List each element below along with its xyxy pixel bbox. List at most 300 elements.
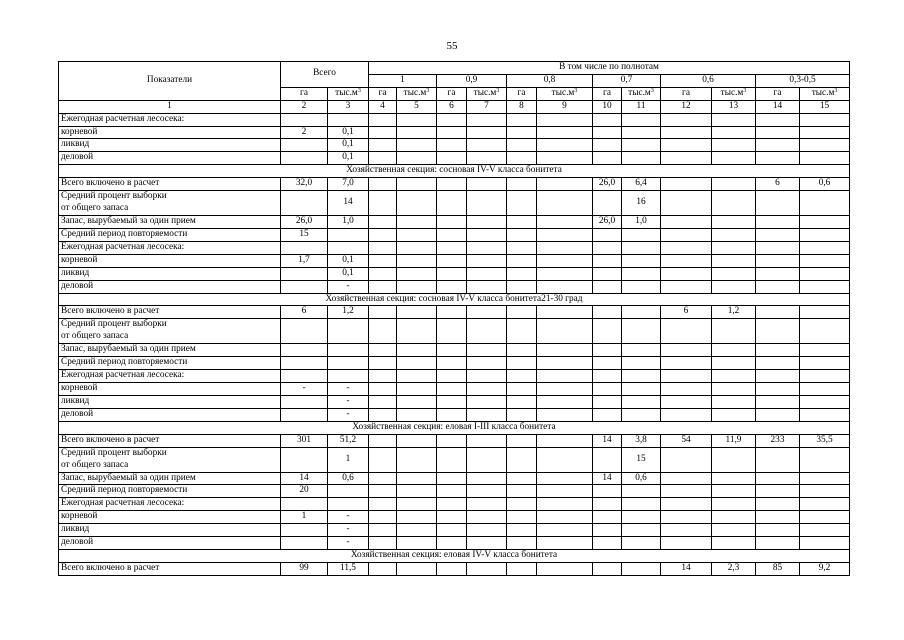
row-label: Запас, вырубаемый за один прием: [59, 472, 281, 485]
table-cell: 9,2: [800, 562, 850, 575]
table-cell: [467, 139, 507, 152]
table-cell: [467, 370, 507, 383]
header-unit-volume: $тыс.м^3$: [622, 87, 661, 100]
table-cell: [800, 254, 850, 267]
table-cell: [467, 472, 507, 485]
table-cell: [507, 216, 537, 229]
table-cell: [328, 228, 369, 241]
table-cell: [467, 434, 507, 447]
table-cell: [507, 383, 537, 396]
row-label: деловой: [59, 152, 281, 165]
header-unit-ha: га: [756, 87, 800, 100]
section-row: [59, 165, 850, 178]
row-label: ликвид: [59, 267, 281, 280]
table-cell: [437, 511, 467, 524]
table-cell: [537, 408, 593, 421]
table-cell: [437, 241, 467, 254]
forest-cutting-table: [58, 61, 850, 576]
table-row: [59, 447, 850, 472]
table-cell: [281, 370, 328, 383]
table-cell: [712, 472, 756, 485]
table-cell: [281, 524, 328, 537]
table-cell: [756, 216, 800, 229]
section-title: Хозяйственная секция: еловая I-III класса бонитета: [59, 421, 850, 434]
header-density: 0,6: [661, 74, 756, 87]
table-cell: [328, 241, 369, 254]
table-cell: [622, 370, 661, 383]
table-cell: [756, 357, 800, 370]
table-cell: [593, 306, 622, 319]
table-cell: [328, 113, 369, 126]
table-cell: [507, 306, 537, 319]
table-cell: [593, 344, 622, 357]
table-cell: -: [328, 537, 369, 550]
table-cell: [397, 395, 437, 408]
table-cell: [622, 139, 661, 152]
row-label-line: Средний процент выборки: [61, 447, 167, 458]
row-label: Ежегодная расчетная лесосека:: [59, 241, 281, 254]
row-label-line: от общего запаса: [61, 459, 129, 470]
table-cell: [397, 434, 437, 447]
table-cell: [437, 383, 467, 396]
table-cell: 233: [756, 434, 800, 447]
table-cell: [369, 152, 397, 165]
table-cell: [593, 241, 622, 254]
row-label: Ежегодная расчетная лесосека:: [59, 370, 281, 383]
table-cell: [800, 498, 850, 511]
table-row: [59, 126, 850, 139]
table-cell: [397, 537, 437, 550]
table-cell: [537, 178, 593, 191]
table-cell: [756, 511, 800, 524]
table-cell: [507, 280, 537, 293]
section-row: [59, 293, 850, 306]
table-cell: [712, 357, 756, 370]
table-cell: [437, 178, 467, 191]
table-cell: [661, 241, 712, 254]
table-cell: 20: [281, 485, 328, 498]
table-cell: [437, 485, 467, 498]
header-unit-sup: 3: [743, 87, 747, 94]
header-unit-volume: $тыс.м^3$: [397, 87, 437, 100]
table-row: [59, 395, 850, 408]
table-cell: [800, 383, 850, 396]
table-cell: 6,4: [622, 178, 661, 191]
column-number: 12: [661, 100, 712, 113]
table-cell: [756, 319, 800, 344]
section-row: [59, 550, 850, 563]
table-cell: [661, 357, 712, 370]
column-number: 15: [800, 100, 850, 113]
table-cell: 99: [281, 562, 328, 575]
table-cell: [467, 447, 507, 472]
table-cell: [369, 254, 397, 267]
table-cell: [593, 191, 622, 216]
table-cell: [593, 357, 622, 370]
table-cell: [712, 267, 756, 280]
section-title: Хозяйственная секция: сосновая IV-V класса бонитета21-30 град: [59, 293, 850, 306]
table-cell: [437, 191, 467, 216]
table-cell: [281, 280, 328, 293]
table-cell: [712, 228, 756, 241]
table-cell: [369, 191, 397, 216]
table-cell: [537, 152, 593, 165]
table-cell: [369, 344, 397, 357]
table-cell: [328, 344, 369, 357]
table-cell: 0,6: [622, 472, 661, 485]
column-number: 6: [437, 100, 467, 113]
row-label: Ежегодная расчетная лесосека:: [59, 498, 281, 511]
table-cell: [537, 113, 593, 126]
row-label: Всего включено в расчет: [59, 434, 281, 447]
table-cell: [507, 319, 537, 344]
table-cell: [467, 267, 507, 280]
table-cell: [369, 267, 397, 280]
table-cell: [712, 498, 756, 511]
table-cell: [369, 319, 397, 344]
table-cell: 1: [281, 511, 328, 524]
table-cell: [661, 344, 712, 357]
table-cell: [369, 216, 397, 229]
table-cell: [507, 498, 537, 511]
table-cell: [622, 562, 661, 575]
table-cell: [369, 178, 397, 191]
table-cell: [397, 280, 437, 293]
table-cell: [328, 319, 369, 344]
table-cell: [800, 357, 850, 370]
table-cell: [712, 383, 756, 396]
table-cell: [507, 524, 537, 537]
table-cell: -: [328, 524, 369, 537]
table-cell: 85: [756, 562, 800, 575]
table-cell: [622, 344, 661, 357]
header-unit-ha: га: [369, 87, 397, 100]
column-number: 4: [369, 100, 397, 113]
table-cell: [397, 447, 437, 472]
header-unit-sup: 3: [496, 87, 500, 94]
table-cell: [756, 191, 800, 216]
table-cell: [281, 447, 328, 472]
table-cell: [661, 126, 712, 139]
table-cell: [756, 447, 800, 472]
table-cell: [537, 395, 593, 408]
table-cell: 3,8: [622, 434, 661, 447]
table-cell: 14: [328, 191, 369, 216]
table-cell: [661, 485, 712, 498]
table-row: [59, 254, 850, 267]
table-cell: [712, 152, 756, 165]
table-cell: [593, 408, 622, 421]
table-cell: [661, 447, 712, 472]
table-cell: 14: [593, 434, 622, 447]
table-cell: [593, 319, 622, 344]
header-unit-volume: $тыс.м^3$: [800, 87, 850, 100]
table-cell: [397, 485, 437, 498]
table-cell: [661, 152, 712, 165]
table-cell: [661, 139, 712, 152]
table-cell: [712, 254, 756, 267]
row-label: ликвид: [59, 139, 281, 152]
table-cell: [437, 524, 467, 537]
table-cell: 1,0: [328, 216, 369, 229]
row-label: Запас, вырубаемый за один прием: [59, 344, 281, 357]
table-cell: [593, 126, 622, 139]
table-cell: [756, 485, 800, 498]
table-cell: [369, 280, 397, 293]
table-cell: -: [328, 408, 369, 421]
table-cell: [800, 228, 850, 241]
table-row: [59, 434, 850, 447]
table-cell: [397, 408, 437, 421]
table-cell: 1: [328, 447, 369, 472]
table-cell: -: [328, 280, 369, 293]
table-cell: [800, 191, 850, 216]
table-cell: [622, 267, 661, 280]
table-cell: [507, 562, 537, 575]
table-cell: [467, 537, 507, 550]
table-cell: [756, 267, 800, 280]
table-cell: [537, 498, 593, 511]
table-cell: [661, 113, 712, 126]
table-cell: [661, 498, 712, 511]
table-cell: [467, 524, 507, 537]
table-cell: 14: [281, 472, 328, 485]
table-cell: 35,5: [800, 434, 850, 447]
table-cell: [507, 228, 537, 241]
table-cell: [397, 216, 437, 229]
table-row: [59, 370, 850, 383]
header-unit-ha: га: [593, 87, 622, 100]
table-cell: [397, 383, 437, 396]
table-cell: [800, 280, 850, 293]
row-label: Средний период повторяемости: [59, 228, 281, 241]
table-cell: [537, 485, 593, 498]
table-cell: [281, 395, 328, 408]
table-cell: [661, 178, 712, 191]
table-cell: [437, 434, 467, 447]
row-label: Средний период повторяемости: [59, 485, 281, 498]
table-row: [59, 306, 850, 319]
table-row: [59, 191, 850, 216]
table-cell: [593, 511, 622, 524]
table-cell: [622, 228, 661, 241]
header-unit-volume: $тыс.м^3$: [467, 87, 507, 100]
table-cell: [507, 152, 537, 165]
table-cell: [756, 498, 800, 511]
header-unit-ha: га: [507, 87, 537, 100]
table-row: [59, 485, 850, 498]
table-cell: [369, 306, 397, 319]
column-number: 2: [281, 100, 328, 113]
table-cell: 1,2: [328, 306, 369, 319]
table-cell: [622, 306, 661, 319]
table-row: [59, 280, 850, 293]
table-row: [59, 383, 850, 396]
table-cell: [593, 370, 622, 383]
table-cell: [622, 241, 661, 254]
table-cell: [537, 357, 593, 370]
table-cell: [369, 357, 397, 370]
table-cell: [467, 357, 507, 370]
table-cell: [756, 228, 800, 241]
table-cell: [661, 254, 712, 267]
table-cell: [537, 472, 593, 485]
table-row: [59, 113, 850, 126]
table-row: [59, 408, 850, 421]
page-number: 55: [446, 40, 458, 52]
table-cell: [712, 524, 756, 537]
column-number: 7: [467, 100, 507, 113]
header-density: 0,3-0,5: [756, 74, 850, 87]
table-cell: [281, 152, 328, 165]
table-cell: [397, 472, 437, 485]
table-cell: [622, 357, 661, 370]
table-cell: [537, 383, 593, 396]
table-cell: [507, 472, 537, 485]
header-unit-sup: 3: [834, 87, 838, 94]
table-cell: 51,2: [328, 434, 369, 447]
table-cell: [437, 319, 467, 344]
table-cell: [467, 113, 507, 126]
table-cell: [712, 485, 756, 498]
column-number: 14: [756, 100, 800, 113]
table-cell: [281, 408, 328, 421]
table-cell: [756, 126, 800, 139]
table-cell: [507, 178, 537, 191]
table-cell: [756, 241, 800, 254]
table-cell: [467, 216, 507, 229]
table-cell: [622, 511, 661, 524]
header-row-1: [59, 62, 850, 75]
table-cell: 0,1: [328, 126, 369, 139]
table-cell: [800, 306, 850, 319]
header-density-group: В том числе по полнотам: [369, 62, 850, 75]
table-cell: [507, 447, 537, 472]
table-cell: [661, 383, 712, 396]
table-cell: [622, 280, 661, 293]
table-cell: [537, 241, 593, 254]
header-unit-ha: га: [437, 87, 467, 100]
table-cell: [593, 383, 622, 396]
table-cell: [593, 152, 622, 165]
table-cell: [756, 139, 800, 152]
table-cell: [507, 113, 537, 126]
section-title: Хозяйственная секция: еловая IV-V класса бонитета: [59, 550, 850, 563]
table-cell: [369, 228, 397, 241]
table-cell: [593, 498, 622, 511]
table-cell: [800, 319, 850, 344]
table-cell: [537, 537, 593, 550]
table-cell: [661, 280, 712, 293]
table-cell: [437, 357, 467, 370]
table-cell: [756, 472, 800, 485]
table-cell: [328, 357, 369, 370]
row-label: корневой: [59, 383, 281, 396]
table-cell: [281, 319, 328, 344]
table-row: [59, 241, 850, 254]
table-cell: [756, 344, 800, 357]
table-cell: [369, 113, 397, 126]
table-cell: [800, 126, 850, 139]
table-cell: [800, 472, 850, 485]
table-cell: [661, 267, 712, 280]
header-unit-ha: га: [281, 87, 328, 100]
table-cell: [593, 395, 622, 408]
table-cell: [800, 113, 850, 126]
table-cell: [507, 395, 537, 408]
table-cell: [537, 216, 593, 229]
table-cell: [593, 113, 622, 126]
column-number: 8: [507, 100, 537, 113]
table-cell: 26,0: [281, 216, 328, 229]
table-cell: [593, 447, 622, 472]
table-cell: 1,7: [281, 254, 328, 267]
table-cell: 14: [593, 472, 622, 485]
table-cell: [661, 395, 712, 408]
table-cell: [369, 126, 397, 139]
table-cell: 54: [661, 434, 712, 447]
table-cell: [537, 228, 593, 241]
table-cell: [467, 241, 507, 254]
table-cell: [756, 113, 800, 126]
row-label: деловой: [59, 537, 281, 550]
section-title: Хозяйственная секция: сосновая IV-V класса бонитета: [59, 165, 850, 178]
table-row: [59, 319, 850, 344]
table-cell: [281, 344, 328, 357]
table-cell: [437, 408, 467, 421]
table-cell: 0,6: [328, 472, 369, 485]
table-cell: [328, 370, 369, 383]
table-cell: [537, 306, 593, 319]
row-label: Запас, вырубаемый за один прием: [59, 216, 281, 229]
table-cell: [281, 537, 328, 550]
table-cell: [281, 267, 328, 280]
table-cell: [437, 113, 467, 126]
table-cell: [712, 191, 756, 216]
table-cell: 0,1: [328, 254, 369, 267]
row-label: Всего включено в расчет: [59, 306, 281, 319]
header-indicators: Показатели: [59, 62, 281, 101]
table-cell: [328, 485, 369, 498]
table-cell: [756, 383, 800, 396]
table-cell: [281, 139, 328, 152]
table-cell: [800, 370, 850, 383]
table-cell: [800, 537, 850, 550]
section-row: [59, 421, 850, 434]
table-cell: [661, 537, 712, 550]
header-unit-sup: 3: [574, 87, 578, 94]
table-cell: 1,0: [622, 216, 661, 229]
table-cell: [756, 408, 800, 421]
table-cell: [369, 241, 397, 254]
row-label: корневой: [59, 254, 281, 267]
table-cell: [800, 152, 850, 165]
table-cell: [437, 267, 467, 280]
table-cell: [622, 152, 661, 165]
table-row: [59, 524, 850, 537]
table-cell: [593, 139, 622, 152]
table-cell: [281, 241, 328, 254]
table-cell: [800, 408, 850, 421]
row-label: Ежегодная расчетная лесосека:: [59, 113, 281, 126]
table-cell: 15: [281, 228, 328, 241]
table-cell: [712, 370, 756, 383]
table-cell: [661, 408, 712, 421]
table-cell: [537, 319, 593, 344]
table-cell: [397, 113, 437, 126]
table-cell: [437, 126, 467, 139]
table-cell: [622, 319, 661, 344]
